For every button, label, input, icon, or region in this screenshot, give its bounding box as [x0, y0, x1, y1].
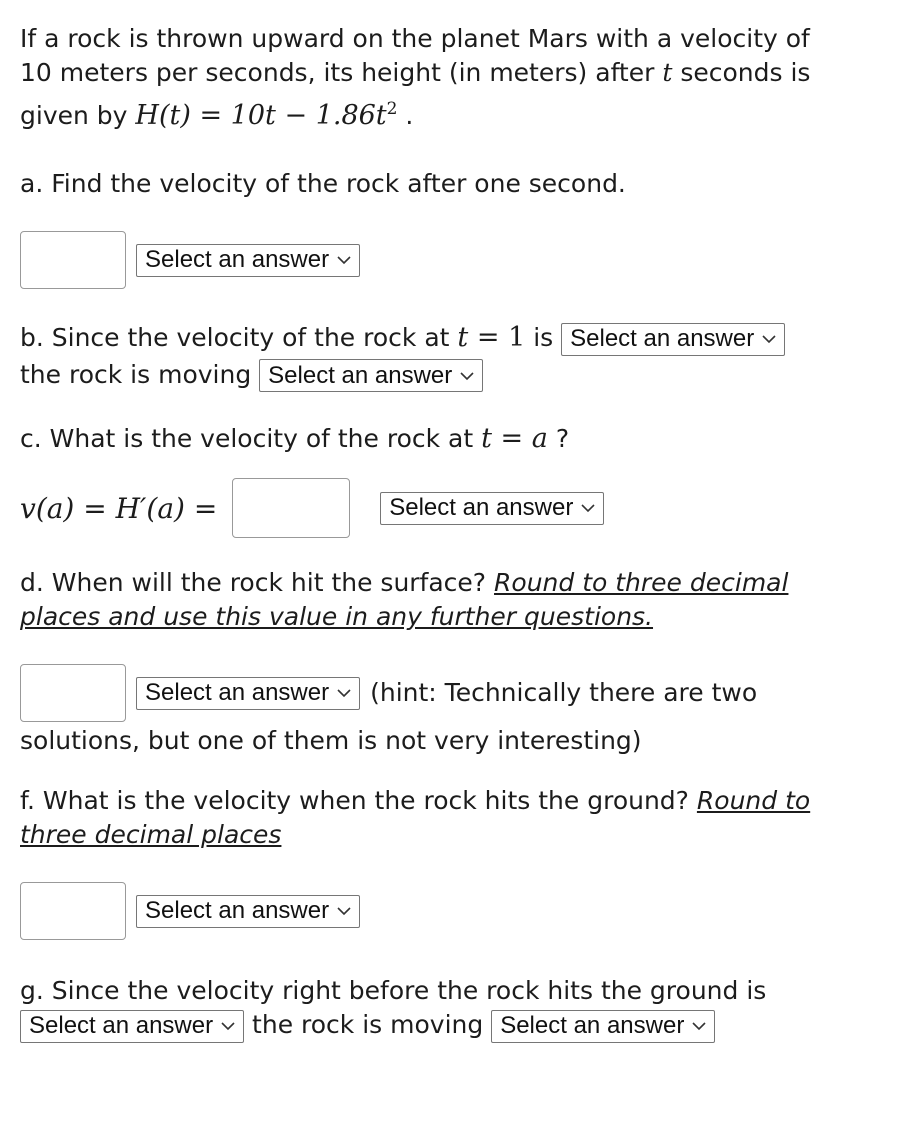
question-b-text-b: is	[525, 323, 554, 352]
h-prime-of-a: H′(a)	[115, 491, 185, 525]
question-mark: ?	[547, 424, 570, 453]
answer-d-row	[20, 664, 880, 722]
intro-text-2b: seconds is	[672, 58, 811, 87]
equals-sign: =	[184, 491, 227, 525]
intro-line-3	[20, 92, 880, 133]
answer-f-select[interactable]	[136, 895, 360, 928]
variable-t: t	[662, 58, 673, 87]
question-g-line-2	[20, 1008, 880, 1043]
chevron-down-icon	[337, 255, 351, 265]
select-label: Select an answer	[145, 897, 330, 924]
intro-text-1: If a rock is thrown upward on the planet Mars with a velocity of	[20, 24, 810, 53]
chevron-down-icon	[221, 1021, 235, 1031]
formula-exponent: 2	[386, 99, 398, 119]
question-container	[20, 22, 880, 1043]
question-d-text-a: d. When will the rock hit the surface?	[20, 568, 495, 597]
intro-period: .	[397, 101, 414, 130]
formula	[135, 100, 397, 131]
v-of-a: v(a)	[20, 491, 75, 525]
question-d-line-2	[20, 600, 880, 634]
question-f-line-1	[20, 784, 880, 818]
select-label: Select an answer	[29, 1012, 214, 1039]
answer-d-select[interactable]	[136, 677, 360, 710]
answer-c-row	[20, 478, 880, 538]
chevron-down-icon	[337, 906, 351, 916]
variable-a: a	[531, 423, 548, 454]
question-b-text-a: b. Since the velocity of the rock at	[20, 323, 458, 352]
equals-sign: =	[491, 423, 532, 454]
question-g-text-b: the rock is moving	[244, 1010, 492, 1039]
answer-g-select-2[interactable]	[491, 1010, 715, 1043]
answer-c-input[interactable]	[232, 478, 350, 538]
question-f-line-2	[20, 818, 880, 852]
answer-a-select[interactable]	[136, 244, 360, 277]
select-label: Select an answer	[145, 679, 330, 706]
intro-line-2	[20, 56, 880, 90]
hint-text-1: (hint: Technically there are two	[370, 678, 758, 707]
variable-t: t	[457, 322, 469, 353]
chevron-down-icon	[762, 334, 776, 344]
chevron-down-icon	[692, 1021, 706, 1031]
rounding-instruction-f2: three decimal places	[20, 820, 282, 849]
answer-d-input[interactable]	[20, 664, 126, 722]
question-g-text: g. Since the velocity right before the rock hits the ground is	[20, 976, 767, 1005]
value-one: 1	[508, 322, 526, 353]
answer-a-row	[20, 231, 880, 289]
chevron-down-icon	[337, 688, 351, 698]
answer-f-input[interactable]	[20, 882, 126, 940]
hint-line-2	[20, 724, 880, 758]
equals-sign: =	[74, 491, 116, 525]
select-label: Select an answer	[570, 325, 755, 352]
variable-t: t	[481, 423, 492, 454]
intro-text-2a: 10 meters per seconds, its height (in meters) after	[20, 58, 663, 87]
answer-c-select[interactable]	[380, 492, 604, 525]
hint-text-2: solutions, but one of them is not very interesting)	[20, 726, 642, 755]
question-a-label: a. Find the velocity of the rock after one second.	[20, 169, 626, 198]
question-c-text	[20, 422, 880, 456]
rounding-instruction-2: places and use this value in any further questions.	[20, 602, 654, 631]
select-label: Select an answer	[500, 1012, 685, 1039]
rounding-instruction-1: Round to three decimal	[494, 568, 789, 597]
chevron-down-icon	[581, 503, 595, 513]
question-g-line-1	[20, 974, 880, 1008]
select-label: Select an answer	[145, 246, 330, 273]
answer-b-select-1[interactable]	[561, 323, 785, 356]
intro-text-3a: given by	[20, 101, 136, 130]
select-label: Select an answer	[389, 494, 574, 521]
formula-term-2: 1.86t	[315, 100, 387, 131]
rounding-instruction-f1: Round to	[696, 786, 811, 815]
question-f-text-a: f. What is the velocity when the rock hits the ground?	[20, 786, 697, 815]
formula-minus: −	[275, 100, 316, 131]
select-label: Select an answer	[268, 361, 453, 389]
formula-equals: =	[190, 100, 231, 131]
question-c-text-a: c. What is the velocity of the rock at	[20, 424, 482, 453]
answer-g-select-1[interactable]	[20, 1010, 244, 1043]
answer-b-select-2[interactable]	[259, 359, 483, 392]
question-d-line-1	[20, 566, 880, 600]
question-a-text	[20, 167, 880, 201]
equals-sign: =	[468, 322, 509, 353]
formula-term-1: 10t	[230, 100, 276, 131]
formula-lhs: H(t)	[135, 100, 191, 131]
question-b-line-2	[20, 358, 880, 393]
chevron-down-icon	[460, 371, 474, 381]
answer-a-input[interactable]	[20, 231, 126, 289]
question-b-line-1	[20, 321, 880, 356]
intro-line-1	[20, 22, 880, 56]
answer-f-row	[20, 882, 880, 940]
question-b-text-c: the rock is moving	[20, 359, 252, 389]
